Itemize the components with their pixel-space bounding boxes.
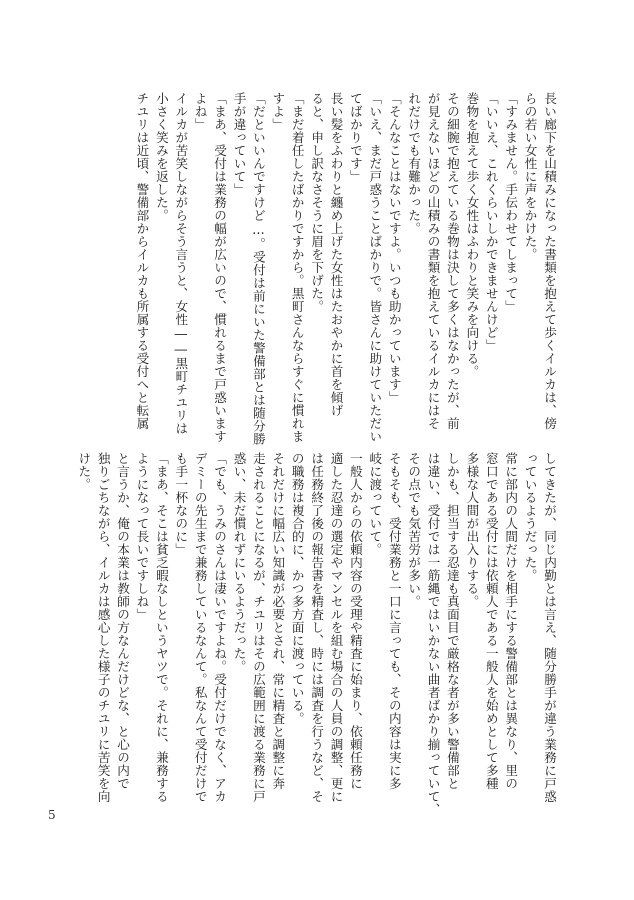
text-line: 多様な人間が出入りする。 [464,452,480,608]
text-line: しかも、担当する忍達も真面目で厳格な者が多い警備部と [444,452,460,790]
text-line: らの若い女性に声をかけた。 [522,92,538,261]
text-line: 巻物を抱えて歩く女性はふわりと笑みを向ける。 [464,92,480,378]
text-line: の職務は複合的に、かつ多方面に渡っている。 [289,452,305,725]
text-line: が見えないほどの山積みの書類を抱えているイルカにはそ [425,92,441,430]
text-line: も手一杯なのに」 [173,452,189,556]
text-line: れだけでも有難かった。 [406,92,422,235]
text-line: 惑い、未だ慣れずにいるようだった。 [231,452,247,673]
text-line: 「だといいんですけど…。受付は前にいた警備部とは随分勝 [250,92,266,446]
text-line: 「すみません。手伝わせてしまって」 [503,92,519,313]
text-line: 長い髪をふわりと纏め上げた女性はたおやかに首を傾げ [328,92,344,417]
page-number: 5 [48,808,56,822]
text-line: その点でも気苦労が多い。 [406,452,422,608]
text-line: 「まあ、受付は業務の幅が広いので、慣れるまで戸惑います [212,92,228,443]
text-line: 「そんなことはないですよ。いつも助かっています」 [386,92,402,404]
text-line: ると、申し訳なさそうに眉を下げた。 [309,92,325,313]
text-line: けた。 [76,452,92,491]
text-line: 長い廊下を山積みになった書類を抱えて歩くイルカは、傍 [542,92,557,430]
text-line: てばかりです」 [347,92,363,183]
text-line: は違い、受付では一筋縄ではいかない曲者ばかり揃っていて、 [425,452,441,816]
text-line: 一般人からの依頼内容の受理や精査に始まり、依頼任務に [347,452,363,790]
text-line: 走されることになるが、チユリはその広範囲に渡る業務に戸 [250,452,266,803]
top-text-block [132,92,559,446]
text-line: ようになって長いですしね」 [134,452,150,621]
text-line: 適した忍達の選定やマンセルを組む場合の人員の調整、更に [328,452,344,803]
text-line: チユリは近頃、警備部からイルカも所属する受付へと転属 [134,92,150,430]
text-line: 「でも、うみのさんは凄いですよね。受付だけでなく、アカ [212,452,228,803]
text-line: 「まだ着任したばかりですから。黒町さんならすぐに慣れま [289,92,305,443]
text-line: 「いえ、まだ戸惑うことばかりで。皆さんに助けていただい [367,92,383,443]
text-line: 「いいえ、これくらいしかできませんけど」 [483,92,499,352]
text-line: 岐に渡っていて。 [367,452,383,556]
text-line: すよ」 [270,92,286,131]
text-line: それだけに幅広い知識が必要とされ、常に精査と調整に奔 [270,452,286,790]
text-line: 窓口である受付には依頼人である一般人を始めとして多種 [483,452,499,790]
text-line: 手が違っていて」 [231,92,247,196]
text-line: イルカが苦笑しながらそう言うと、女性――黒町チユリは [173,92,189,435]
text-line: は任務終了後の報告書を精査し、時には調査を行うなど、そ [309,452,325,803]
bottom-text-block [74,452,559,816]
text-line: 小さく笑みを返した。 [153,92,169,222]
text-line: と言うか、俺の本業は教師の方なんだけどな、と心の内で [115,452,131,790]
text-line: よね」 [192,92,208,131]
text-line: 「まあ、そこは貧乏暇なしというヤツで。それに、兼務する [153,452,169,803]
text-line: 独りごちながら、イルカは感心した様子のチユリに苦笑を向 [95,452,111,803]
text-line: 常に部内の人間だけを相手にする警備部とは異なり、里の [503,452,519,790]
text-line: そもそも、受付業務と一口に言っても、その内容は実に多 [386,452,402,790]
text-line: っているようだった。 [522,452,538,582]
text-line: デミーの先生まで兼務しているなんて。私なんて受付だけで [192,452,208,803]
text-line: してきたが、同じ内勤とは言え、随分勝手が違う業務に戸惑 [542,452,557,803]
text-line: その細腕で抱えている巻物は決して多くはなかったが、前 [444,92,460,430]
